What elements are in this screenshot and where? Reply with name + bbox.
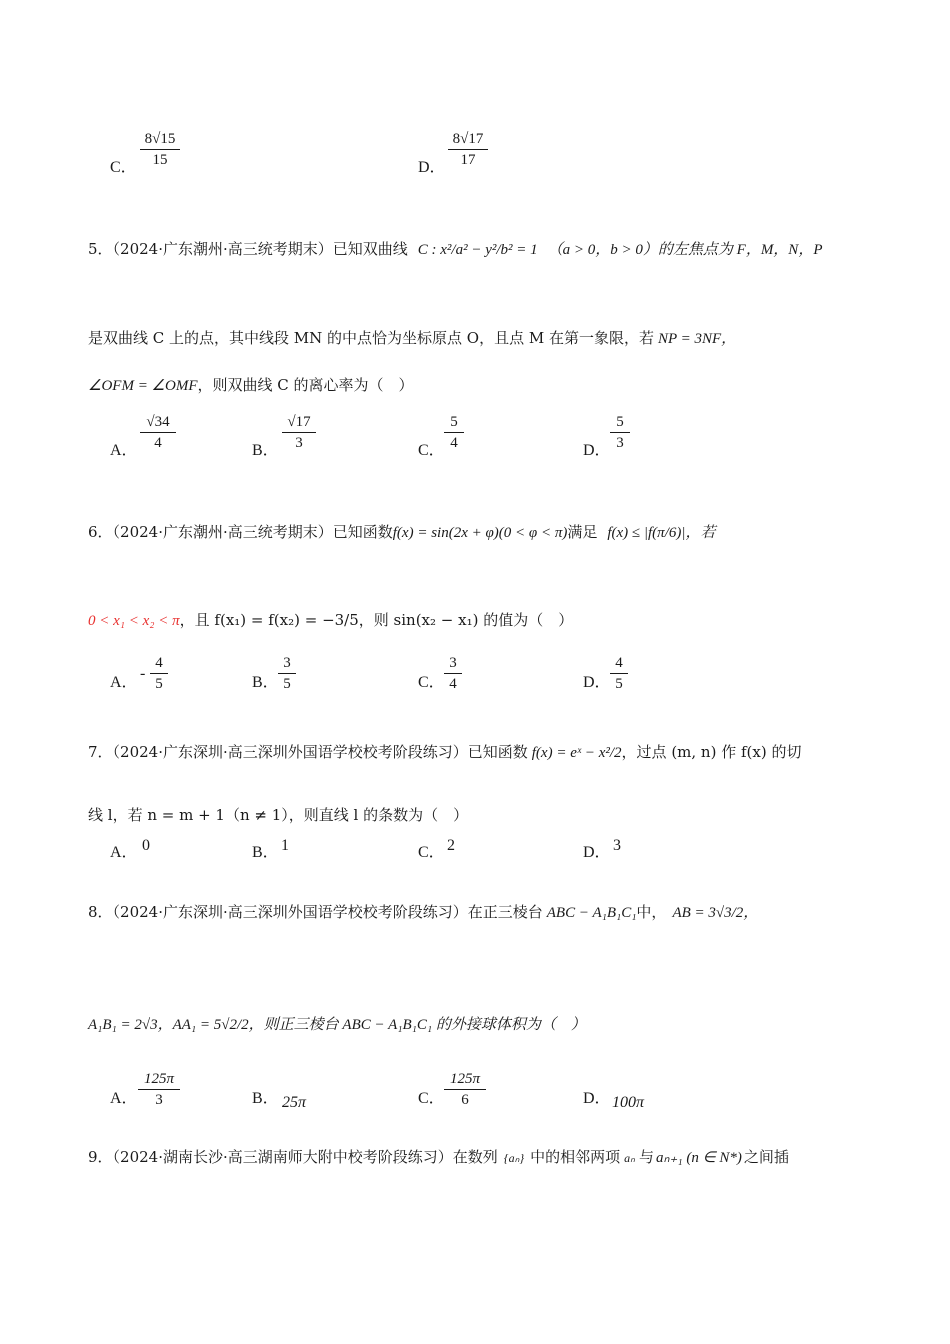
q6-function: f(x) = sin(2x + φ)(0 < φ < π) xyxy=(392,525,568,541)
q7-option-d-label: D． xyxy=(583,844,611,861)
q7-option-c-value: 2 xyxy=(447,837,455,854)
fraction-numerator: 3 xyxy=(278,653,296,674)
q6-line2-text: ，且 f(x₁) = f(x₂) = −3/5，则 sin(x₂ − x₁) 的值为（ ） xyxy=(179,611,574,629)
fraction-denominator: 5 xyxy=(615,676,623,692)
q9-tail: 之间插 xyxy=(743,1148,789,1166)
fraction-numerator: 3 xyxy=(444,653,462,674)
q8-option-d-label: D． xyxy=(583,1090,611,1107)
q4-option-d-value xyxy=(448,129,488,170)
q6-option-a-value xyxy=(150,653,168,694)
fraction-numerator: 4 xyxy=(150,653,168,674)
q9-stem-line1 xyxy=(88,1146,789,1167)
q8-line2-text: A₁B₁ = 2√3，AA₁ = 5√2/2，则正三棱台 ABC − A₁B₁C₁ 的外接球体积为（ ） xyxy=(88,1017,586,1033)
q6-highlight-range: 0 < x₁ < x₂ < π xyxy=(88,613,180,629)
q5-option-a-label: A． xyxy=(110,442,138,459)
q8-prefix: 8．（2024·广东深圳·高三深圳外国语学校校考阶段练习）在正三棱台 xyxy=(88,903,543,921)
q8-option-b-label: B． xyxy=(252,1090,279,1107)
q5-line3-text: ，则双曲线 C 的离心率为（ ） xyxy=(197,376,414,394)
q7-function: f(x) = eˣ − x²/2 xyxy=(531,745,622,761)
q6-option-a-sign: - xyxy=(140,665,146,682)
q6-option-a-label: A． xyxy=(110,674,138,691)
q5-option-d-value xyxy=(610,412,630,453)
q5-stem-line3 xyxy=(88,374,414,395)
fraction-denominator: 6 xyxy=(461,1092,469,1108)
q6-option-d-label: D． xyxy=(583,674,611,691)
fraction-denominator: 5 xyxy=(283,676,291,692)
q4-option-c-value xyxy=(140,129,180,170)
q6-option-c-value xyxy=(444,653,462,694)
q9-term-an1: aₙ₊₁ (n ∈ N*) xyxy=(655,1150,742,1166)
q9-mid: 中的相邻两项 xyxy=(530,1148,621,1166)
q8-stem-line2 xyxy=(88,1013,586,1034)
q5-angle-relation: ∠OFM = ∠OMF xyxy=(88,378,198,394)
q8-solid: ABC − A₁B₁C₁ xyxy=(546,905,637,921)
q5-option-a-value xyxy=(140,412,176,453)
fraction-denominator: 4 xyxy=(450,435,458,451)
fraction-numerator: 8√17 xyxy=(448,129,488,150)
q8-stem-line1 xyxy=(88,901,758,922)
fraction-numerator: √34 xyxy=(140,412,176,433)
q7-option-b-value: 1 xyxy=(281,837,289,854)
q8-mid: 中， xyxy=(636,903,667,921)
fraction-numerator: √17 xyxy=(282,412,316,433)
q6-stem-line1 xyxy=(88,521,715,542)
q7-prefix: 7．（2024·广东深圳·高三深圳外国语学校校考阶段练习）已知函数 xyxy=(88,743,528,761)
q6-prefix: 6．（2024·广东潮州·高三统考期末）已知函数 xyxy=(88,523,393,541)
q9-sequence: {aₙ} xyxy=(503,1151,525,1165)
q5-option-c-value xyxy=(444,412,464,453)
fraction-denominator: 3 xyxy=(295,435,303,451)
q5-stem-line1 xyxy=(88,238,822,259)
fraction-numerator: 5 xyxy=(444,412,464,433)
q5-hyperbola-equation: C : x²/a² − y²/b² = 1 xyxy=(417,242,538,258)
fraction-numerator: 5 xyxy=(610,412,630,433)
fraction-denominator: 3 xyxy=(155,1092,163,1108)
q8-option-c-label: C． xyxy=(418,1090,445,1107)
q6-stem-line2 xyxy=(88,609,573,630)
q6-condition: f(x) ≤ |f(π/6)|，若 xyxy=(607,525,716,541)
fraction-denominator: 15 xyxy=(152,152,168,168)
q5-stem-line2 xyxy=(88,327,736,348)
q5-option-c-label: C． xyxy=(418,442,445,459)
q9-term-an: aₙ xyxy=(624,1151,635,1165)
q8-option-b-value: 25π xyxy=(282,1094,307,1111)
q7-stem-line1 xyxy=(88,741,801,762)
q5-condition: （a > 0，b > 0）的左焦点为 F，M，N，P xyxy=(547,242,823,258)
q6-option-c-label: C． xyxy=(418,674,445,691)
q8-option-d-value: 100π xyxy=(612,1094,645,1111)
fraction-denominator: 4 xyxy=(449,676,457,692)
q6-option-b-value xyxy=(278,653,296,694)
q8-option-c-value xyxy=(444,1069,486,1110)
q5-line2-text: 是双曲线 C 上的点，其中线段 MN 的中点恰为坐标原点 O，且点 M 在第一象限，若 xyxy=(88,329,654,347)
q5-prefix: 5．（2024·广东潮州·高三统考期末）已知双曲线 xyxy=(88,240,408,258)
q6-option-d-value xyxy=(610,653,628,694)
fraction-denominator: 17 xyxy=(460,152,476,168)
q7-option-b-label: B． xyxy=(252,844,279,861)
q7-option-a-label: A． xyxy=(110,844,138,861)
q8-option-a-value xyxy=(138,1069,180,1110)
fraction-denominator: 5 xyxy=(155,676,163,692)
q7-tail: ，过点 (m, n) 作 f(x) 的切 xyxy=(621,743,802,761)
fraction-numerator: 125π xyxy=(444,1069,486,1090)
q8-option-a-label: A． xyxy=(110,1090,138,1107)
q6-option-b-label: B． xyxy=(252,674,279,691)
q9-yu: 与 xyxy=(638,1148,654,1166)
q5-option-d-label: D． xyxy=(583,442,611,459)
q9-prefix: 9．（2024·湖南长沙·高三湖南师大附中校考阶段练习）在数列 xyxy=(88,1148,498,1166)
q4-option-c-label: C． xyxy=(110,159,137,176)
q4-option-d-label: D． xyxy=(418,159,446,176)
q5-option-b-value xyxy=(282,412,316,453)
q7-option-d-value: 3 xyxy=(613,837,621,854)
q7-option-a-value: 0 xyxy=(142,837,150,854)
fraction-numerator: 4 xyxy=(610,653,628,674)
fraction-denominator: 4 xyxy=(154,435,162,451)
fraction-numerator: 8√15 xyxy=(140,129,180,150)
q7-stem-line2 xyxy=(88,804,468,825)
q5-option-b-label: B． xyxy=(252,442,279,459)
fraction-denominator: 3 xyxy=(616,435,624,451)
q5-vector-relation: NP = 3NF， xyxy=(658,331,737,347)
q7-line2-text: 线 l，若 n = m + 1（n ≠ 1），则直线 l 的条数为（ ） xyxy=(88,806,469,824)
q6-mid: 满足 xyxy=(567,523,598,541)
fraction-numerator: 125π xyxy=(138,1069,180,1090)
q7-option-c-label: C． xyxy=(418,844,445,861)
q8-ab-length: AB = 3√3/2， xyxy=(672,905,759,921)
